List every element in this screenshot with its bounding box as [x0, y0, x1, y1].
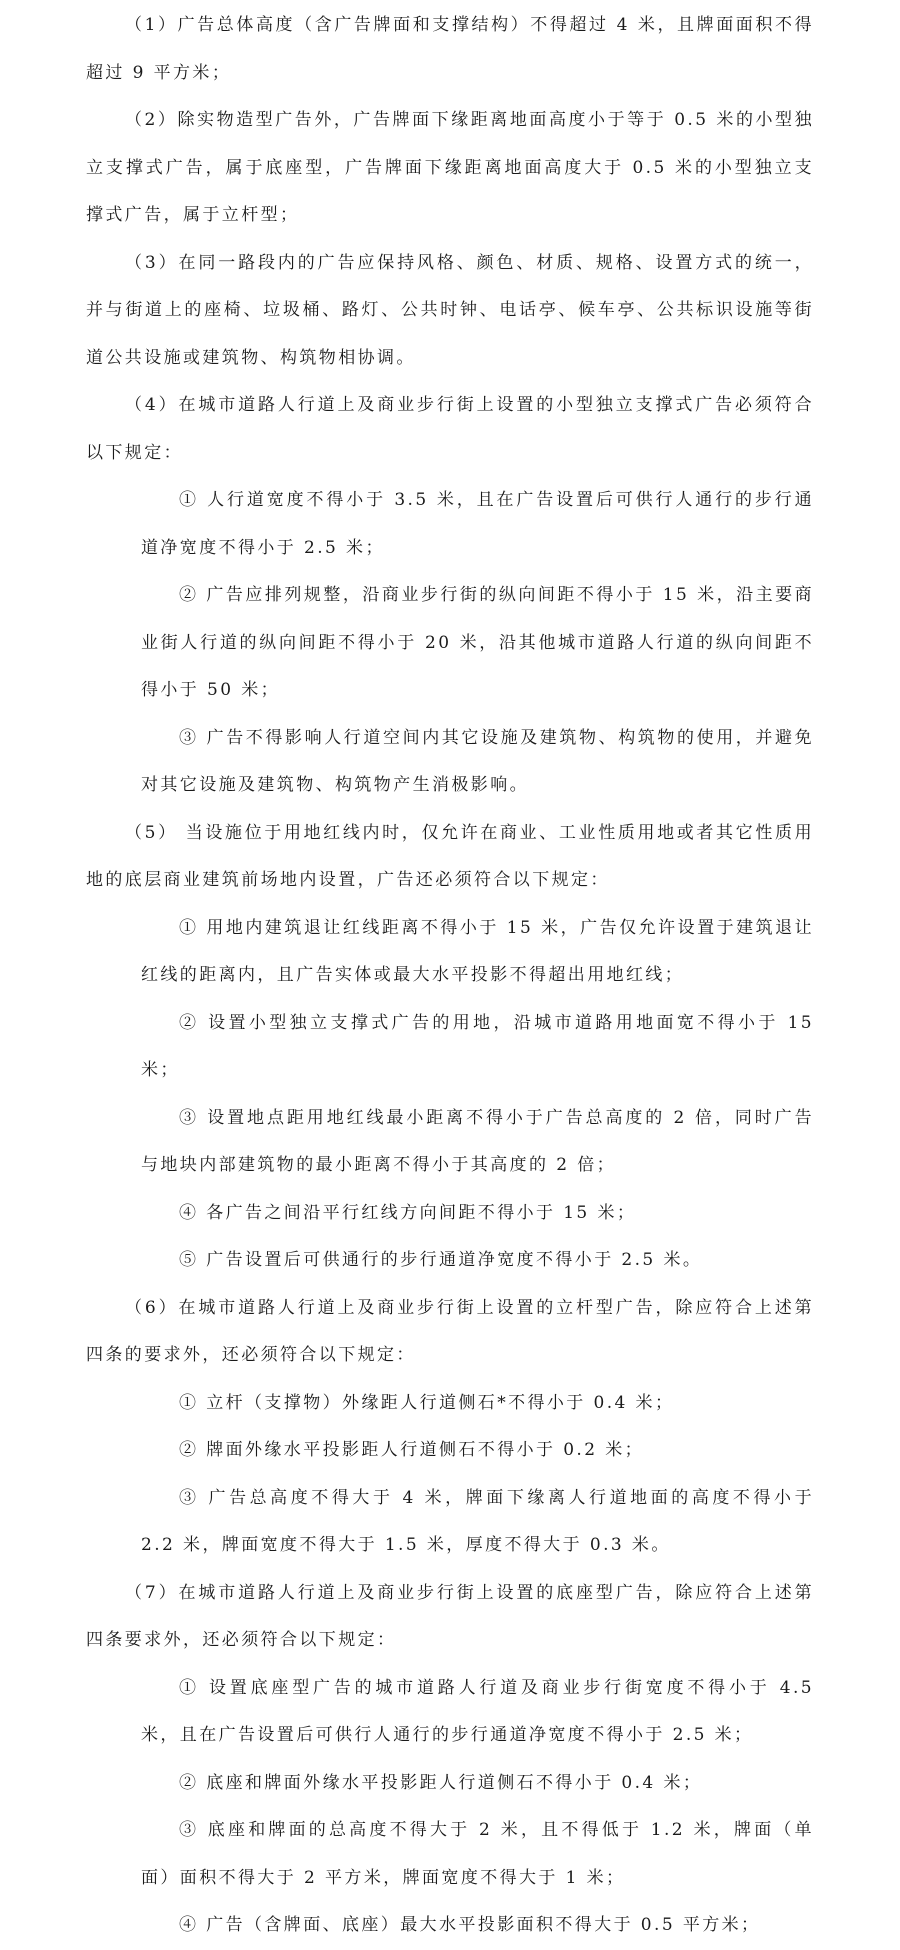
list-item: ③ 设置地点距用地红线最小距离不得小于广告总高度的 2 倍，同时广告与地块内部建筑物的最小距离不得小于其高度的 2 倍；: [141, 1107, 814, 1175]
list-item: ① 人行道宽度不得小于 3.5 米，且在广告设置后可供行人通行的步行通道净宽度不得小于 2.5 米；: [141, 490, 814, 558]
list-item: ③ 广告总高度不得大于 4 米，牌面下缘离人行道地面的高度不得小于 2.2 米，牌面宽度不得大于 1.5 米，厚度不得大于 0.3 米。: [141, 1487, 814, 1555]
list-item: ② 广告应排列规整，沿商业步行街的纵向间距不得小于 15 米，沿主要商业街人行道的纵向间距不得小于 20 米，沿其他城市道路人行道的纵向间距不得小于 50 米；: [141, 585, 814, 700]
list-item: ① 立杆（支撑物）外缘距人行道侧石*不得小于 0.4 米；: [179, 1392, 675, 1413]
list-item: ② 设置小型独立支撑式广告的用地，沿城市道路用地面宽不得小于 15 米；: [141, 1012, 814, 1080]
list-item: ④ 广告（含牌面、底座）最大水平投影面积不得大于 0.5 平方米；: [179, 1915, 761, 1935]
paragraph-2: （2）除实物造型广告外，广告牌面下缘距离地面高度小于等于 0.5 米的小型独立支撑式广告，属于底座型，广告牌面下缘距离地面高度大于 0.5 米的小型独立支撑式广告，属于立杆型；: [86, 110, 814, 225]
paragraph-5: （5） 当设施位于用地红线内时，仅允许在商业、工业性质用地或者其它性质用地的底层商业建筑前场地内设置，广告还必须符合以下规定：: [86, 822, 814, 890]
list-item: ① 设置底座型广告的城市道路人行道及商业步行街宽度不得小于 4.5 米，且在广告设置后可供行人通行的步行通道净宽度不得小于 2.5 米；: [141, 1677, 814, 1745]
list-item: ③ 广告不得影响人行道空间内其它设施及建筑物、构筑物的使用，并避免对其它设施及建筑物、构筑物产生消极影响。: [141, 727, 814, 795]
list-item: ④ 各广告之间沿平行红线方向间距不得小于 15 米；: [179, 1202, 637, 1223]
list-item: ② 底座和牌面外缘水平投影距人行道侧石不得小于 0.4 米；: [179, 1772, 703, 1793]
paragraph-6: （6）在城市道路人行道上及商业步行街上设置的立杆型广告，除应符合上述第四条的要求外，还必须符合以下规定：: [86, 1297, 814, 1365]
paragraph-1: （1）广告总体高度（含广告牌面和支撑结构）不得超过 4 米，且牌面面积不得超过 9 平方米；: [86, 15, 814, 83]
list-item: ⑤ 广告设置后可供通行的步行通道净宽度不得小于 2.5 米。: [179, 1250, 703, 1270]
paragraph-4: （4）在城市道路人行道上及商业步行街上设置的小型独立支撑式广告必须符合以下规定：: [86, 395, 814, 463]
paragraph-3: （3）在同一路段内的广告应保持风格、颜色、材质、规格、设置方式的统一，并与街道上的座椅、垃圾桶、路灯、公共时钟、电话亭、候车亭、公共标识设施等街道公共设施或建筑物、构筑物相协调。: [86, 252, 814, 368]
paragraph-7: （7）在城市道路人行道上及商业步行街上设置的底座型广告，除应符合上述第四条要求外，还必须符合以下规定：: [86, 1582, 814, 1650]
list-item: ② 牌面外缘水平投影距人行道侧石不得小于 0.2 米；: [179, 1440, 645, 1460]
list-item: ① 用地内建筑退让红线距离不得小于 15 米，广告仅允许设置于建筑退让红线的距离内，且广告实体或最大水平投影不得超出用地红线；: [141, 917, 814, 985]
list-item: ③ 底座和牌面的总高度不得大于 2 米，且不得低于 1.2 米，牌面（单面）面积不得大于 2 平方米，牌面宽度不得大于 1 米；: [141, 1820, 814, 1888]
